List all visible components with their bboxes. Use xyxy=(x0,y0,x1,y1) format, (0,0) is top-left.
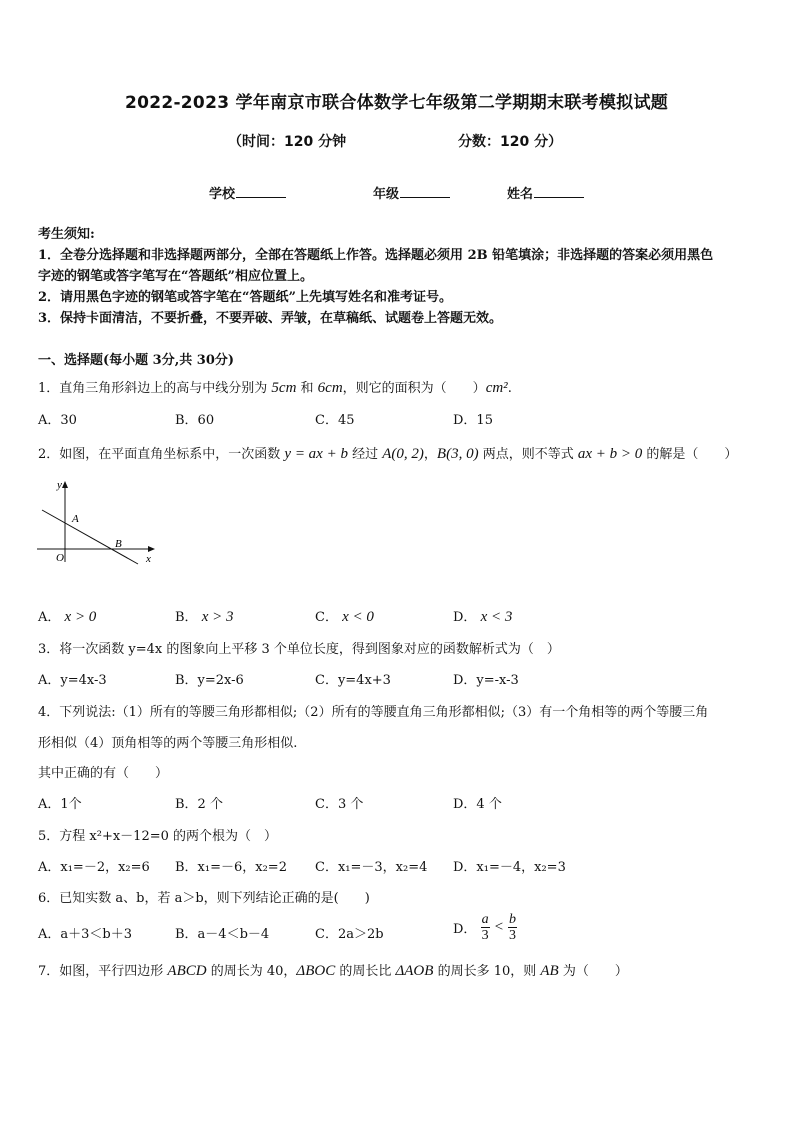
notice-line-1a: 1．全卷分选择题和非选择题两部分，全部在答题纸上作答。选择题必须用 2B 铅笔填涂；非选择题的答案必须用黑色 xyxy=(38,248,714,263)
question-5: 5．方程 x²+x－12=0 的两个根为（ ） xyxy=(38,829,278,844)
origin-label: O xyxy=(56,552,64,564)
q1-option-d: D．15 xyxy=(453,413,493,428)
page-title: 2022-2023 学年南京市联合体数学七年级第二学期期末联考模拟试题 xyxy=(124,93,669,113)
x-axis-arrow xyxy=(148,546,155,552)
q5-option-a: A．x₁=－2，x₂=6 xyxy=(38,860,150,875)
question-7: 7．如图，平行四边形 ABCD 的周长为 40，ΔBOC 的周长比 ΔAOB 的周长多 10，则 AB 为（ ） xyxy=(38,963,628,979)
grade-label: 年级 xyxy=(373,187,400,202)
section-heading: 一、选择题(每小题 3分,共 30分) xyxy=(38,353,235,368)
name-blank xyxy=(534,185,584,198)
y-axis-label: y xyxy=(57,479,62,491)
notice-heading: 考生须知: xyxy=(38,227,95,242)
fraction-a-over-3: $\frac{a}{3}$ xyxy=(481,912,489,943)
question-3: 3．将一次函数 y=4x 的图象向上平移 3 个单位长度，得到图象对应的函数解析式为（ ） xyxy=(38,642,560,657)
q4-option-c: C．3 个 xyxy=(315,797,364,812)
q1-option-c: C．45 xyxy=(315,413,355,428)
question-2: 2．如图，在平面直角坐标系中，一次函数 y = ax + b 经过 A(0, 2)，B(3, 0) 两点，则不等式 ax + b > 0 的解是（ ） xyxy=(38,446,738,462)
q2-coordinate-graph xyxy=(34,478,160,566)
name-field xyxy=(507,183,584,202)
q1-option-a: A．30 xyxy=(38,413,77,428)
question-4-line-1: 4．下列说法:（1）所有的等腰三角形都相似;（2）所有的等腰直角三角形都相似;（3）有一个角相等的两个等腰三角 xyxy=(38,705,709,720)
q5-option-c: C．x₁=－3，x₂=4 xyxy=(315,860,428,875)
point-b-label: B xyxy=(115,538,122,550)
q6-option-c: C．2a＞2b xyxy=(315,927,384,942)
q1-option-b: B．60 xyxy=(175,413,215,428)
school-field xyxy=(209,183,286,202)
point-a-label: A xyxy=(72,513,79,525)
q6-option-b: B．a－4＜b－4 xyxy=(175,927,270,942)
question-6: 6．已知实数 a、b，若 a＞b，则下列结论正确的是( ) xyxy=(38,891,370,906)
grade-blank xyxy=(400,185,450,198)
q2-option-a: A． x > 0 xyxy=(38,609,97,625)
question-4-line-2: 形相似（4）顶角相等的两个等腰三角形相似. xyxy=(38,736,298,751)
q5-option-d: D．x₁=－4，x₂=3 xyxy=(453,860,566,875)
q2-option-c: C． x < 0 xyxy=(315,609,374,625)
q3-option-c: C．y=4x+3 xyxy=(315,673,391,688)
notice-line-1b: 字迹的钢笔或答字笔写在“答题纸”相应位置上。 xyxy=(38,269,313,284)
q3-option-b: B．y=2x-6 xyxy=(175,673,244,688)
q2-option-b: B． x > 3 xyxy=(175,609,234,625)
q6-option-a: A．a＋3＜b＋3 xyxy=(38,927,133,942)
q5-option-b: B．x₁=－6，x₂=2 xyxy=(175,860,287,875)
q4-option-d: D．4 个 xyxy=(453,797,502,812)
grade-field xyxy=(373,183,450,202)
name-label: 姓名 xyxy=(507,187,534,202)
question-1: 1．直角三角形斜边上的高与中线分别为 5cm 和 6cm，则它的面积为（ ）cm². xyxy=(38,380,512,396)
school-label: 学校 xyxy=(209,187,236,202)
q2-option-d: D． x < 3 xyxy=(453,609,513,625)
notice-line-2: 2．请用黑色字迹的钢笔或答字笔在“答题纸”上先填写姓名和准考证号。 xyxy=(38,290,453,305)
exam-time: （时间：120 分钟 xyxy=(228,134,347,150)
q4-option-b: B．2 个 xyxy=(175,797,223,812)
fraction-b-over-3: $\frac{b}{3}$ xyxy=(508,912,516,943)
q6-option-d: D． $\frac{a}{3}$ < $\frac{b}{3}$ xyxy=(453,912,516,943)
question-4-line-3: 其中正确的有（ ） xyxy=(38,766,169,781)
q3-option-d: D．y=-x-3 xyxy=(453,673,519,688)
x-axis-label: x xyxy=(146,553,151,565)
q4-option-a: A．1个 xyxy=(38,797,82,812)
q3-option-a: A．y=4x-3 xyxy=(38,673,107,688)
y-axis-arrow xyxy=(62,481,68,488)
exam-score: 分数：120 分） xyxy=(458,134,563,150)
school-blank xyxy=(236,185,286,198)
notice-line-3: 3．保持卡面清洁，不要折叠，不要弄破、弄皱，在草稿纸、试题卷上答题无效。 xyxy=(38,311,503,326)
